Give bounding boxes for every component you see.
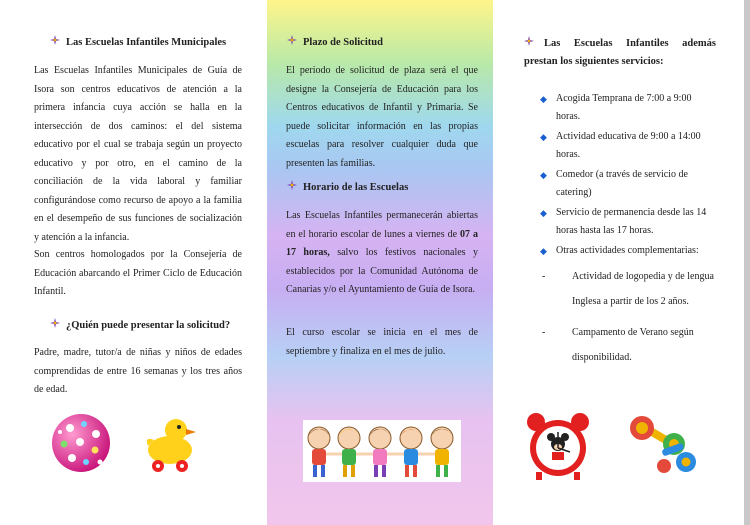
- heading-quien-presenta: ¿Quién puede presentar la solicitud?: [50, 318, 230, 333]
- sparkle-bullet-icon: [524, 35, 534, 53]
- diamond-bullet-icon: ◆: [540, 170, 547, 180]
- paragraph-quien-presenta: Padre, madre, tutor/a de niñas y niños de edades comprendidas de entre 16 semanas y los tres años de edad.: [34, 347, 242, 395]
- page-edge: [744, 0, 750, 525]
- list-item: - Campamento de Verano según disponibilidad.: [542, 327, 694, 363]
- sparkle-bullet-icon: [50, 35, 60, 50]
- paragraph-curso-escolar: El curso escolar se inicia en el mes de septiembre y finaliza en el mes de julio.: [286, 327, 478, 357]
- list-item: ◆ Actividad educativa de 9:00 a 14:00 horas.: [540, 128, 716, 164]
- paragraph-centros-homologados: Son centros homologados por la Consejería de Educación abarcando el Primer Ciclo de Educación Infantil.: [34, 249, 242, 297]
- alarm-clock-icon: [522, 410, 596, 482]
- right-panel: [520, 0, 720, 525]
- middle-panel: [267, 0, 493, 525]
- heading-escuelas-municipales: Las Escuelas Infantiles Municipales: [50, 35, 226, 50]
- sparkle-bullet-icon: [287, 180, 297, 195]
- complementary-activities-list: [540, 264, 716, 370]
- list-item: ◆ Comedor (a través de servicio de catering): [540, 166, 716, 202]
- left-panel: [28, 0, 242, 525]
- diamond-bullet-icon: ◆: [540, 246, 547, 256]
- children-holding-hands-illustration: [303, 420, 461, 482]
- heading-servicios: Las Escuelas Infantiles además prestan los siguientes servicios:: [524, 35, 716, 71]
- services-list: [540, 90, 716, 372]
- list-item: ◆ Acogida Temprana de 7:00 a 9:00 horas.: [540, 90, 716, 126]
- paragraph-escuelas-intro: Las Escuelas Infantiles Municipales de Guía de Isora son centros educativos de atención a la primera infancia cuya acción se halla en la intersección de dos caminos: el del sistema educativo por el cual se trabaja según un proyecto educativo y por otro, en el camino de la conciliación de la vida laboral y familiar configurándose como recurso de apoyo a la familia en el desempeño de sus funciones de socialización y atención a la infancia.: [34, 65, 242, 243]
- heading-horario-escuelas: Horario de las Escuelas: [287, 180, 408, 195]
- diamond-bullet-icon: ◆: [540, 132, 547, 142]
- list-item: ◆ Servicio de permanencia desde las 14 horas hasta las 17 horas.: [540, 204, 716, 240]
- list-item: - Actividad de logopedia y de lengua Inglesa a partir de los 2 años.: [542, 271, 714, 307]
- toy-ball-icon: [50, 412, 112, 474]
- heading-plazo-solicitud: Plazo de Solicitud: [287, 35, 383, 50]
- diamond-bullet-icon: ◆: [540, 94, 547, 104]
- diamond-bullet-icon: ◆: [540, 208, 547, 218]
- sparkle-bullet-icon: [287, 35, 297, 50]
- list-item: ◆ Otras actividades complementarias: - Actividad de logopedia y de lengua Inglesa a partir de los 2 años. - Campamento de Verano según disponibilidad.: [540, 242, 716, 370]
- baby-rattle-icon: [628, 414, 698, 476]
- toy-duck-icon: [142, 414, 198, 474]
- paragraph-plazo-solicitud: El periodo de solicitud de plaza será el que designe la Consejería de Educación para los Centros educativos de Infantil y Primaria. Se puede solicitar información en las propias escuelas para resolver cualquier duda que presenten las familias.: [286, 65, 478, 169]
- sparkle-bullet-icon: [50, 318, 60, 333]
- paragraph-horario: Las Escuelas Infantiles permanecerán abiertas en el horario escolar de lunes a viernes de 07 a 17 horas, salvo los festivos nacionales y establecidos por la Comunidad Autónoma de Canarias y/o el Ayuntamiento de Guía de Isora.: [286, 210, 478, 295]
